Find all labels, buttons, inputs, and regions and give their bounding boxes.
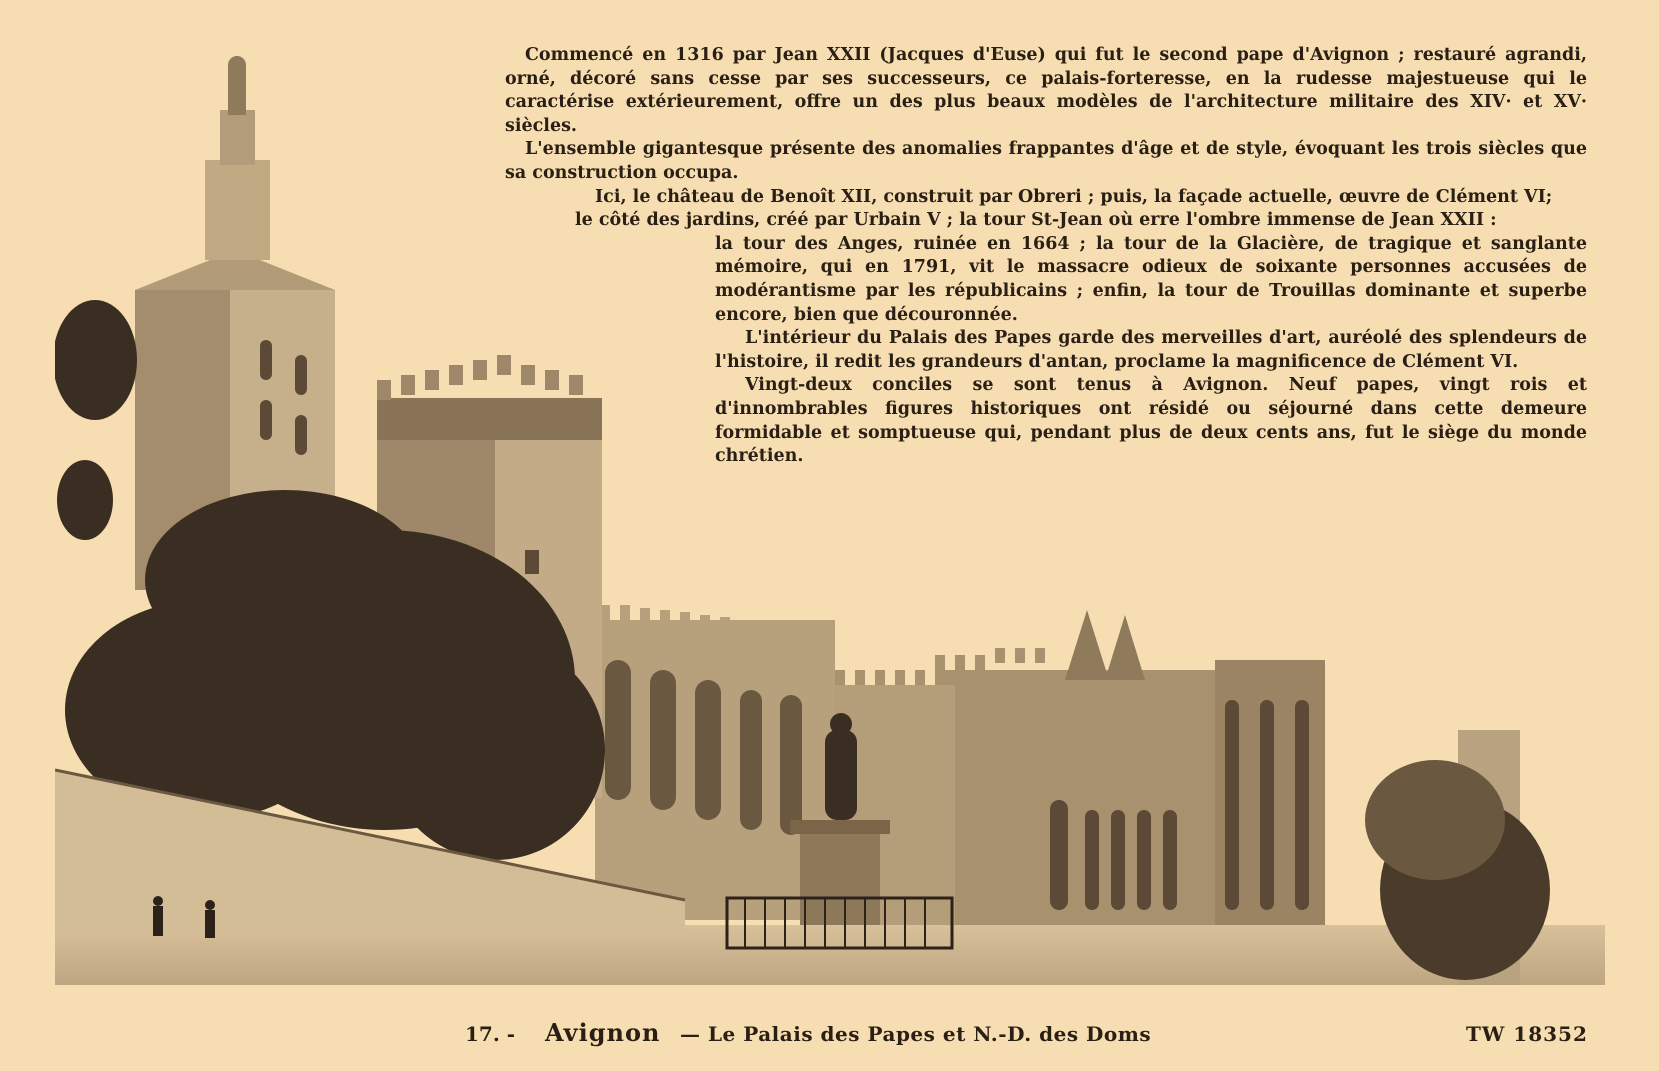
history-text (505, 44, 1587, 469)
caption (0, 1012, 1659, 1052)
arched-wall (595, 605, 835, 920)
paragraph-2: L'ensemble gigantesque présente des anomalies frappantes d'âge et de style, évoquant les trois siècles que sa construction occupa. (505, 139, 1587, 183)
paragraph-5: Vingt-deux conciles se sont tenus à Avignon. Neuf papes, vingt rois et d'innombrables figures historiques ont résidé ou séjourné dans cette demeure formidable et somptueuse qui, pendant plus de deux cents ans, fut le siège du monde chrétien. (715, 375, 1587, 467)
paragraph-3-rest: la tour des Anges, ruinée en 1664 ; la tour de la Glacière, de tragique et sanglante mémoire, qui en 1791, vit le massacre odieux de soixante personnes accusées de modérantisme par les républicains ; enfin, la tour de Trouillas dominante et superbe encore, bien que découronnée. (715, 233, 1587, 325)
palace-facade (815, 610, 1325, 925)
paragraph-3-line-2: le côté des jardins, créé par Urbain V ; la tour St-Jean où erre l'ombre immense de Jean XXII : (575, 210, 1497, 231)
caption-number: 17. - (465, 1022, 516, 1046)
square-ground (55, 925, 1605, 985)
paragraph-4: L'intérieur du Palais des Papes garde des merveilles d'art, auréolé des splendeurs de l'histoire, il redit les grandeurs d'antan, proclame la magnificence de Clément VI. (715, 328, 1587, 372)
paragraph-3-line-1: Ici, le château de Benoît XII, construit par Obreri ; puis, la façade actuelle, œuvre de Clément VI; (595, 186, 1553, 207)
caption-reference: TW 18352 (1466, 1022, 1588, 1046)
paragraph-1: Commencé en 1316 par Jean XXII (Jacques d'Euse) qui fut le second pape d'Avignon ; restauré agrandi, orné, décoré sans cesse par ses successeurs, ce palais-forteresse, en la rudesse majestueuse qui le caractérise extérieurement, offre un des plus beaux modèles de l'architecture militaire des XIV· et XV· siècles. (505, 45, 1587, 136)
caption-subtitle: — Le Palais des Papes et N.-D. des Doms (680, 1022, 1152, 1046)
caption-title: Avignon (545, 1018, 661, 1047)
